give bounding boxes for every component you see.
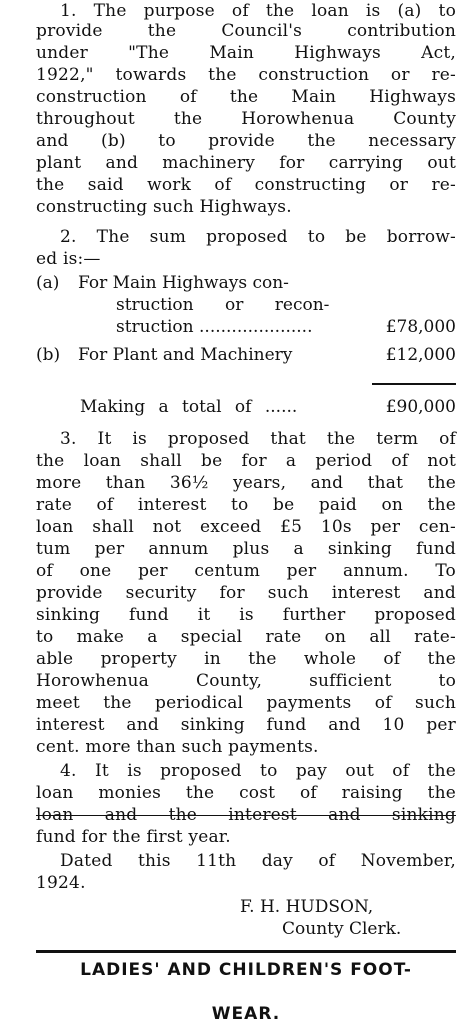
text-line: able property in the whole of the xyxy=(36,649,456,669)
next-heading: LADIES' AND CHILDREN'S FOOT- xyxy=(80,960,412,980)
text-line: sinking fund it is further proposed xyxy=(36,605,456,625)
item-a-amount: £78,000 xyxy=(385,317,456,337)
text-line: the loan shall be for a period of not xyxy=(36,451,456,471)
text-line: 3. It is proposed that the term of xyxy=(60,429,456,449)
text-line: meet the periodical payments of such xyxy=(36,693,456,713)
text-line: 1924. xyxy=(36,873,86,893)
item-a-text: struction ..................... xyxy=(116,317,313,337)
text-line: 1922," towards the construction or re- xyxy=(36,65,456,85)
text-line: Dated this 11th day of November, xyxy=(60,851,456,871)
text-line: more than 36½ years, and that the xyxy=(36,473,456,493)
text-line: construction of the Main Highways xyxy=(36,87,456,107)
text-line: Horowhenua County, sufficient to xyxy=(36,671,456,691)
text-line: tum per annum plus a sinking fund xyxy=(36,539,456,559)
signature-title: County Clerk. xyxy=(282,919,402,939)
text-line: provide security for such interest and xyxy=(36,583,456,603)
section-divider xyxy=(36,950,456,953)
item-b-amount: £12,000 xyxy=(385,345,456,365)
total-text: Making a total of ...... xyxy=(80,397,298,417)
text-line: plant and machinery for carrying out xyxy=(36,153,456,173)
text-line: interest and sinking fund and 10 per xyxy=(36,715,456,735)
text-line: constructing such Highways. xyxy=(36,197,292,217)
item-b-text: For Plant and Machinery xyxy=(78,345,293,365)
text-line: the said work of constructing or re- xyxy=(36,175,456,195)
text-line: loan shall not exceed £5 10s per cen- xyxy=(36,517,456,537)
total-row xyxy=(36,396,456,418)
item-a-text: struction or recon- xyxy=(116,295,330,315)
text-line: rate of interest to be paid on the xyxy=(36,495,456,515)
total-amount: £90,000 xyxy=(385,397,456,417)
text-line: to make a special rate on all rate- xyxy=(36,627,456,647)
text-line: 2. The sum proposed to be borrow- xyxy=(60,227,456,247)
text-line: and (b) to provide the necessary xyxy=(36,131,456,151)
text-line: of one per centum per annum. To xyxy=(36,561,456,581)
item-b-label: (b) xyxy=(36,345,61,365)
text-line: provide the Council's contribution xyxy=(36,21,456,41)
item-b xyxy=(36,344,456,366)
item-a-label: (a) xyxy=(36,273,60,293)
text-line: 4. It is proposed to pay out of the xyxy=(60,761,456,781)
item-a-cont xyxy=(36,316,456,338)
item-a-text: For Main Highways con- xyxy=(78,273,289,293)
total-rule xyxy=(372,383,456,385)
text-line: loan monies the cost of raising the xyxy=(36,783,456,803)
text-line: fund for the first year. xyxy=(36,827,231,847)
text-line: under "The Main Highways Act, xyxy=(36,43,456,63)
item-a-cont xyxy=(36,294,456,316)
text-line: ed is:— xyxy=(36,249,101,269)
item-a xyxy=(36,272,456,294)
text-line: loan and the interest and sinking xyxy=(36,805,456,825)
text-line: cent. more than such payments. xyxy=(36,737,319,757)
next-heading: WEAR. xyxy=(211,1004,281,1024)
signature-name: F. H. HUDSON, xyxy=(240,897,374,917)
text-line: 1. The purpose of the loan is (a) to xyxy=(60,1,456,21)
text-line: throughout the Horowhenua County xyxy=(36,109,456,129)
